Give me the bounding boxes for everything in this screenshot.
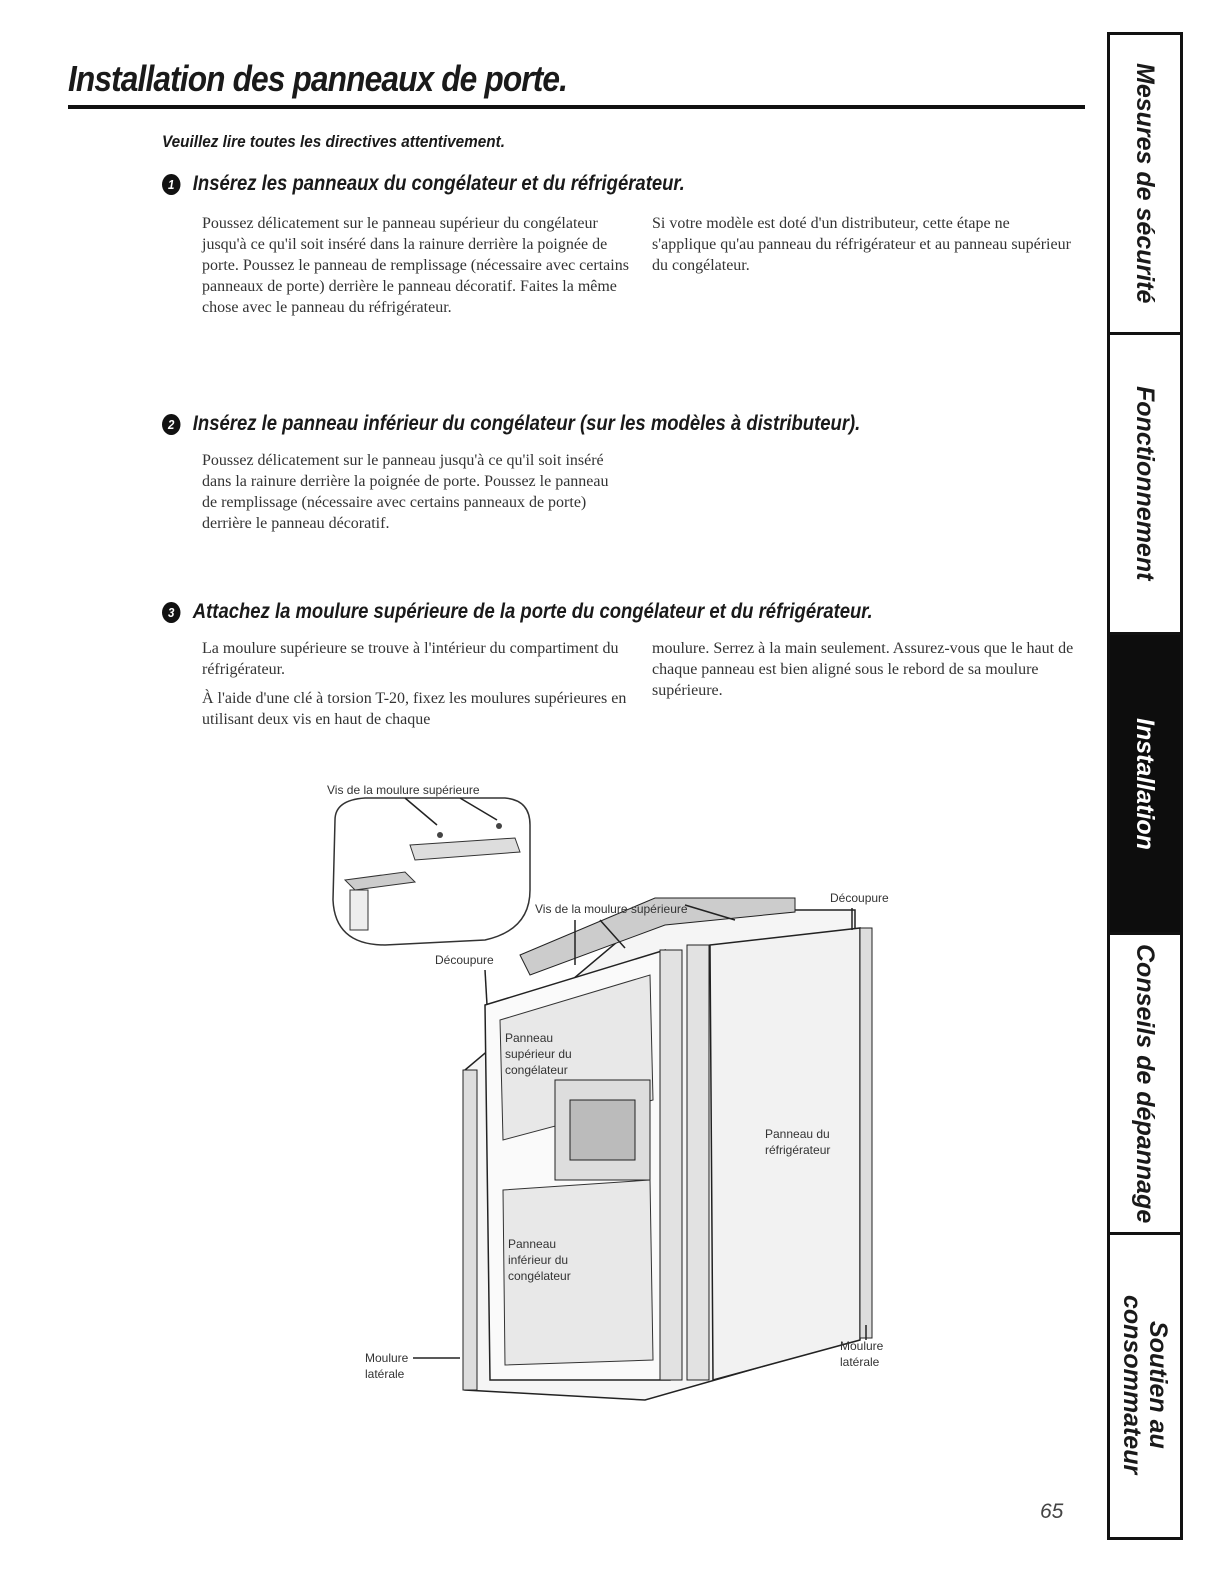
step-2-heading [162, 412, 860, 436]
step-3-text-col1 [202, 638, 627, 738]
step-2-title: Insérez le panneau inférieur du congélateur (sur les modèles à distributeur). [192, 412, 861, 435]
screw-inset-1 [437, 832, 443, 838]
step-1-para-2: Si votre modèle est doté d'un distributeur, cette étape ne s'applique qu'au panneau du réfrigérateur et au panneau supérieur du congélateur. [652, 215, 1071, 274]
dispenser-recess [570, 1100, 635, 1160]
page-number: 65 [1040, 1500, 1064, 1523]
step-1-heading [162, 172, 685, 196]
label-freezer-top-2: supérieur du [505, 1047, 572, 1061]
step-2-number: 2 [162, 414, 180, 435]
side-trim-left [463, 1070, 477, 1390]
tab-fonctionnement[interactable] [1110, 335, 1180, 635]
step-1-para-1: Poussez délicatement sur le panneau supérieur du congélateur jusqu'à ce qu'il soit inséré dans la rainure derrière la poignée de porte. Poussez le panneau de remplissage (nécessaire avec certains panneaux de porte) derrière le panneau décoratif. Faites la même chose avec le panneau du réfrigérateur. [202, 215, 629, 316]
step-3-heading [162, 600, 873, 624]
label-side-trim-right-2: latérale [840, 1355, 880, 1369]
arrow-cutout-left [485, 970, 487, 1005]
label-cutout-right: Découpure [830, 891, 889, 905]
step-1-text-col2 [652, 213, 1072, 284]
tab-label-conseils: Conseils de dépannage [1131, 943, 1159, 1224]
tab-label-fonctionnement: Fonctionnement [1131, 386, 1159, 581]
step-3-number: 3 [162, 602, 180, 623]
freezer-handle [660, 950, 682, 1380]
label-freezer-bottom-1: Panneau [508, 1237, 557, 1251]
tab-mesures-de-securite[interactable] [1110, 35, 1180, 335]
label-cutout-left: Découpure [435, 953, 494, 967]
label-side-trim-left-2: latérale [365, 1367, 405, 1381]
label-screws-main: Vis de la moulure supérieure [535, 902, 688, 916]
step-3-para-3: moulure. Serrez à la main seulement. Assurez-vous que le haut de chaque panneau est bien aligné sous le rebord de sa moulure supérieure. [652, 640, 1074, 699]
step-3-text-col2 [652, 638, 1082, 709]
label-freezer-top-1: Panneau [505, 1031, 554, 1045]
step-3-para-2: À l'aide d'une clé à torsion T-20, fixez les moulures supérieures en utilisant deux vis en haut de chaque [202, 690, 627, 728]
label-freezer-top-3: congélateur [505, 1063, 568, 1077]
tab-soutien-au-consommateur[interactable] [1110, 1235, 1180, 1535]
side-trim-right [860, 928, 872, 1338]
tab-label-soutien: Soutien au consommateur [1118, 1295, 1172, 1475]
tab-installation[interactable] [1110, 635, 1180, 935]
label-freezer-bottom-3: congélateur [508, 1269, 571, 1283]
label-freezer-bottom-2: inférieur du [508, 1253, 569, 1267]
step-1-title: Insérez les panneaux du congélateur et du réfrigérateur. [192, 172, 685, 195]
step-2-para-1: Poussez délicatement sur le panneau jusqu'à ce qu'il soit inséré dans la rainure derrière la poignée de porte. Poussez le panneau de remplissage (nécessaire avec certains panneaux de porte) derrière le panneau décoratif. [202, 452, 609, 532]
tab-conseils-de-depannage[interactable] [1110, 935, 1180, 1235]
step-1-number: 1 [162, 174, 180, 195]
label-screws-inset: Vis de la moulure supérieure [327, 783, 480, 797]
step-3-para-1: La moulure supérieure se trouve à l'intérieur du compartiment du réfrigérateur. [202, 640, 619, 678]
inset-corner-side [350, 890, 368, 930]
refrigerator-diagram [325, 780, 905, 1420]
step-2-text [202, 450, 622, 542]
tab-label-installation: Installation [1131, 717, 1159, 850]
step-1-text-col1 [202, 213, 642, 326]
label-fridge-panel-2: réfrigérateur [765, 1143, 831, 1157]
step-3-title: Attachez la moulure supérieure de la porte du congélateur et du réfrigérateur. [192, 600, 873, 623]
title-rule [68, 105, 1085, 109]
screw-inset-2 [496, 823, 502, 829]
section-tabs [1107, 32, 1183, 1540]
label-fridge-panel-1: Panneau du [765, 1127, 830, 1141]
fridge-handle [687, 945, 709, 1380]
label-side-trim-right-1: Moulure [840, 1339, 884, 1353]
page-title: Installation des panneaux de porte. [68, 58, 568, 99]
tab-label-mesures: Mesures de sécurité [1131, 63, 1159, 304]
label-side-trim-left-1: Moulure [365, 1351, 409, 1365]
page-subtitle: Veuillez lire toutes les directives attentivement. [162, 132, 505, 151]
